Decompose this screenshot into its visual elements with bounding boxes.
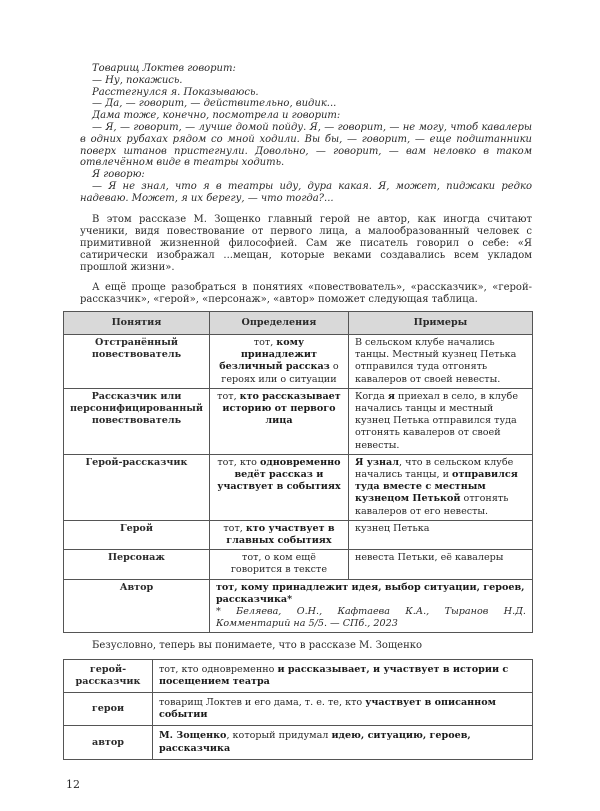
concept-cell: Герой — [64, 520, 210, 549]
text: кузнец Петька — [354, 522, 430, 534]
definition-cell — [209, 550, 348, 579]
term-cell: герой-рассказчик — [64, 659, 153, 692]
text: , что в сельском клубе начались танцы, и — [354, 456, 514, 481]
text: тот, кто — [217, 456, 260, 468]
table-intro — [80, 282, 532, 306]
bold-text: кому принадлежит безличный рассказ — [219, 336, 330, 373]
author-definition-cell — [209, 579, 532, 633]
story-excerpt — [80, 63, 532, 205]
text: о героях или о ситуации — [221, 361, 339, 385]
term-cell: герои — [64, 693, 153, 726]
example-cell — [348, 334, 532, 388]
bold-text: участвует в описанном событии — [159, 697, 496, 721]
text: , который придумал — [226, 730, 332, 742]
table-row — [64, 454, 533, 520]
table-row — [64, 726, 533, 759]
table-row — [64, 693, 533, 726]
definition-cell — [209, 388, 348, 454]
bold-text: одновременно ведёт рассказ и участвует в событиях — [217, 456, 341, 493]
bold-text: кто участвует в главных событиях — [226, 522, 335, 547]
table-row — [64, 388, 533, 454]
table-row — [64, 520, 533, 549]
text: В сельском клубе начались танцы. Местный кузнец Петька отправился туда отгонять кавалеров от своей невесты. — [354, 336, 517, 385]
concept-cell: Герой-рассказчик — [64, 454, 210, 520]
text: невеста Петьки, её кавалеры — [354, 552, 504, 564]
example-cell — [348, 550, 532, 579]
example-cell — [348, 520, 532, 549]
concept-cell: Автор — [64, 579, 210, 633]
excerpt-line: — Я, — говорит, — лучше домой пойду. Я, — говорит, — не могу, чтоб кавалеры в одних рубахах рядом со мной ходили. Вы бы, — говорит, — еще подштанники поверх штанов пристегнули. Довольно, — говорит, — вам неловко в таком отвлечённом виде в театры ходить. — [80, 121, 532, 169]
definition-cell — [209, 334, 348, 388]
bold-text: идею, ситуацию, героев, рассказчика — [159, 730, 471, 754]
header-concepts: Понятия — [64, 311, 210, 334]
header-definitions: Определения — [209, 311, 348, 334]
table-header-row — [64, 311, 533, 334]
table-row — [64, 659, 533, 692]
table-row — [64, 334, 533, 388]
page-number: 12 — [66, 777, 80, 791]
example-cell — [348, 454, 532, 520]
text: тот, кто одновременно — [159, 663, 278, 675]
excerpt-line: Дама тоже, конечно, посмотрела и говорит: — [92, 110, 341, 122]
bold-text: М. Зощенко — [159, 730, 227, 742]
bold-text: и рассказывает, и участвует в истории с посещением театра — [159, 663, 509, 687]
reference-footnote: * Беляева, О.Н., Кафтаева К.А., Тыранов Н.Д. Комментарий на 5/5. — СПб., 2023 — [215, 606, 526, 630]
bold-text: Я узнал — [354, 456, 400, 468]
text: тот, — [253, 336, 277, 348]
excerpt-line: — Я не знал, что я в театры иду, дура какая. Я, может, пиджаки редко надеваю. Может, я их берегу, — что тогда?... — [80, 180, 532, 204]
commentary-paragraph — [80, 214, 532, 275]
header-examples: Примеры — [348, 311, 532, 334]
text: Когда — [354, 390, 388, 402]
definition-cell — [209, 520, 348, 549]
description-cell — [153, 726, 533, 759]
excerpt-line: — Ну, покажись. — [92, 74, 183, 86]
excerpt-line: Я говорю: — [92, 169, 145, 181]
excerpt-line: Расстегнулся я. Показываюсь. — [92, 86, 259, 98]
excerpt-line: Товарищ Локтев говорит: — [92, 63, 236, 74]
concept-cell: Отстранённый повествователь — [64, 334, 210, 388]
text: тот, — [223, 522, 246, 534]
paragraph: А ещё проще разобраться в понятиях «повествователь», «рассказчик», «герой-рассказчик», «герой», «персонаж», «автор» поможет следующая таблица. — [80, 281, 532, 305]
table-row-author — [64, 579, 533, 633]
paragraph: Безусловно, теперь вы понимаете, что в рассказе М. Зощенко — [92, 640, 423, 652]
bold-text: я — [387, 390, 395, 402]
excerpt-line: — Да, — говорит, — действительно, видик... — [92, 98, 337, 110]
description-cell — [153, 659, 533, 692]
concept-cell: Рассказчик или персонифицированный повествователь — [64, 388, 210, 454]
table-row — [64, 550, 533, 579]
bold-text: отправился туда вместе с местным кузнецом Петькой — [354, 469, 518, 505]
description-cell — [153, 693, 533, 726]
concept-cell: Персонаж — [64, 550, 210, 579]
bold-text: кто рассказывает историю от первого лица — [222, 390, 341, 427]
book-page — [66, 0, 532, 811]
text: тот, о ком ещё говорится в тексте — [230, 552, 327, 576]
text: отгонять кавалеров от его невесты. — [354, 493, 509, 517]
term-cell: автор — [64, 726, 153, 759]
bold-text: тот, кому принадлежит идея, выбор ситуации, героев, рассказчика* — [215, 581, 525, 605]
text: тот, — [217, 390, 240, 402]
paragraph: В этом рассказе М. Зощенко главный герой не автор, как иногда считают ученики, видя повествование от первого лица, а малообразованный человек с примитивной жизненной философией. Сам же писатель говорил о себе: «Я сатирически изображал ...мещан, которые веками создавались всем укладом прошлой жизни». — [80, 213, 532, 274]
text: приехал в село, в клубе начались танцы и местный кузнец Петька отправился туда отгонять кавалеров от своей невесты. — [354, 390, 518, 451]
summary-table — [63, 659, 533, 760]
summary-intro — [80, 640, 532, 652]
definition-cell — [209, 454, 348, 520]
example-cell — [348, 388, 532, 454]
concepts-table — [63, 311, 533, 633]
text: товарищ Локтев и его дама, т. е. те, кто — [159, 697, 366, 709]
